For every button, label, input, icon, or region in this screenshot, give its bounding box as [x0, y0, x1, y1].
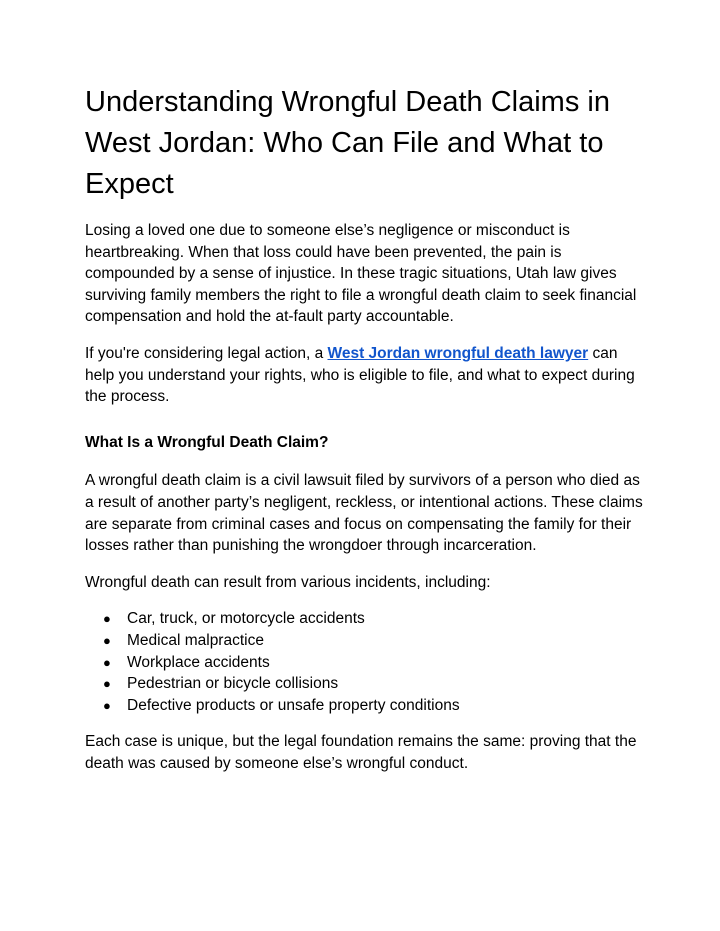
list-item-text: Defective products or unsafe property conditions: [127, 696, 460, 714]
definition-paragraph: A wrongful death claim is a civil lawsuit filed by survivors of a person who died as a result of another party’s negligent, reckless, or intentional actions. These claims are separate from criminal cases and focus on compensating the family for their losses rather than punishing the wrongdoer through incarceration.: [85, 472, 643, 555]
list-item: [85, 695, 645, 717]
bullet-icon: ●: [103, 676, 111, 692]
legal-action-text-before: If you're considering legal action, a: [85, 344, 328, 362]
incidents-list: [85, 608, 645, 716]
list-item: [85, 630, 645, 652]
document-title: Understanding Wrongful Death Claims in West Jordan: Who Can File and What to Expect: [85, 86, 610, 200]
list-item: [85, 608, 645, 630]
list-item: [85, 652, 645, 674]
list-item-text: Workplace accidents: [127, 653, 270, 671]
bullet-icon: ●: [103, 632, 111, 648]
bullet-icon: ●: [103, 611, 111, 627]
intro-paragraph: Losing a loved one due to someone else’s negligence or misconduct is heartbreaking. When that loss could have been prevented, the pain is compounded by a sense of injustice. In these tragic situations, Utah law gives surviving family members the right to file a wrongful death claim to seek financial compensation and hold the at-fault party accountable.: [85, 222, 637, 326]
legal-action-text-after: can help you understand your rights, who is eligible to file, and what to expect during the process.: [85, 344, 635, 406]
list-item-text: Pedestrian or bicycle collisions: [127, 675, 339, 693]
section-heading: What Is a Wrongful Death Claim?: [85, 433, 329, 451]
lawyer-link[interactable]: West Jordan wrongful death lawyer: [327, 344, 589, 362]
bullet-icon: ●: [103, 697, 111, 713]
list-item: [85, 673, 645, 695]
bullet-icon: ●: [103, 654, 111, 670]
legal-action-paragraph: [85, 343, 645, 408]
incidents-intro: Wrongful death can result from various incidents, including:: [85, 573, 491, 591]
document-page: [85, 82, 645, 789]
closing-paragraph: Each case is unique, but the legal foundation remains the same: proving that the death was caused by someone else’s wrongful conduct.: [85, 733, 637, 772]
list-item-text: Car, truck, or motorcycle accidents: [127, 610, 365, 628]
list-item-text: Medical malpractice: [127, 631, 264, 649]
